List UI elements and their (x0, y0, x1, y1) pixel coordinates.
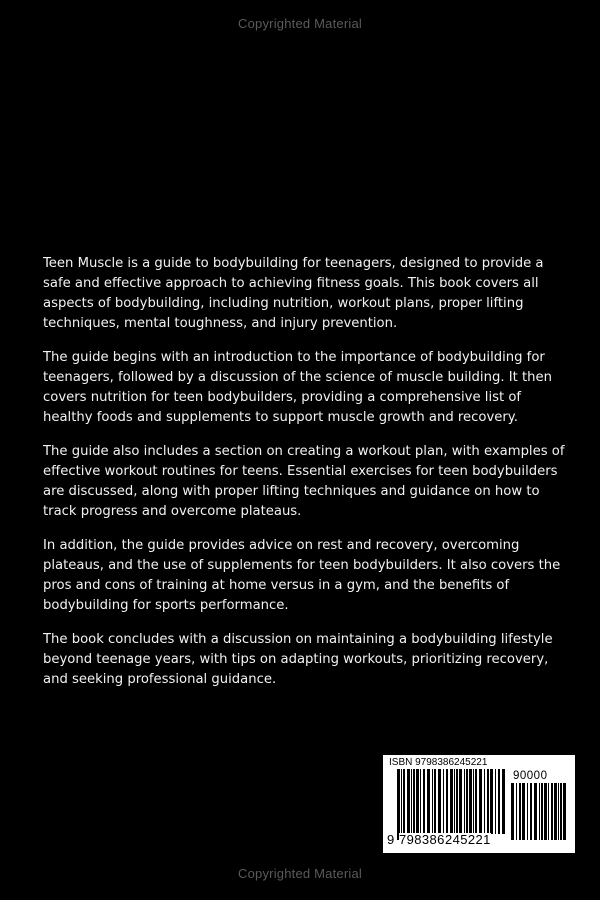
barcode-bar (530, 783, 532, 840)
barcode-bar (413, 769, 415, 834)
barcode-bar (446, 769, 448, 834)
barcode-bar (563, 783, 566, 840)
barcode-bar (469, 769, 472, 834)
barcode-bar (522, 783, 525, 840)
barcode-bar (456, 769, 458, 834)
price-code: 90000 (513, 770, 548, 782)
barcode-bar (548, 783, 549, 840)
barcode-bar (544, 783, 547, 840)
barcode-bar (554, 783, 557, 840)
barcode-bar (401, 769, 402, 840)
barcode-bar (450, 769, 453, 834)
ean-bars (397, 769, 505, 840)
isbn-barcode (383, 755, 575, 853)
barcode-bar (397, 769, 400, 840)
barcode-bar (423, 769, 425, 834)
barcode-bar (498, 769, 500, 834)
barcode-bar (516, 783, 517, 840)
blurb-paragraph-3: The guide also includes a section on creating a workout plan, with examples of effective workout routines for teens. Essential exercises for teen bodybuilders are discussed, along with proper lifting techniques and guidance on how to track progress and overcome plateaus. (43, 444, 565, 519)
blurb-paragraph-2: The guide begins with an introduction to the importance of bodybuilding for teenagers, followed by a discussion of the science of muscle building. It then covers nutrition for teen bodybuilders, providing a comprehensive list of healthy foods and supplements to support muscle growth and recovery. (43, 350, 552, 425)
barcode-bar (558, 783, 559, 840)
isbn-digits-group-1: 798386 (399, 832, 445, 847)
barcode-bar (541, 783, 543, 840)
barcode-bar (459, 769, 462, 834)
barcode-bar (416, 769, 419, 834)
blurb-paragraph-4: In addition, the guide provides advice on rest and recovery, overcoming plateaus, and the use of supplements for teen bodybuilders. It also covers the pros and cons of training at home versus in a gym, and the benefits of bodybuilding for sports performance. (43, 538, 561, 613)
barcode-bar (519, 783, 521, 840)
barcode-bar (432, 769, 433, 834)
copyright-watermark-top: Copyrighted Material (238, 16, 362, 31)
blurb-paragraph-1: Teen Muscle is a guide to bodybuilding for teenagers, designed to provide a safe and effective approach to achieving fitness goals. This book covers all aspects of bodybuilding, including nutrition, workout plans, proper lifting techniques, mental toughness, and injury prevention. (43, 256, 544, 331)
barcode-bar (443, 769, 444, 834)
barcode-bar (464, 769, 465, 834)
barcode-bar (427, 769, 430, 834)
isbn-digits-group-2: 245221 (445, 832, 491, 847)
barcode-bar (527, 783, 528, 840)
barcode-bar (403, 769, 405, 834)
copyright-watermark-bottom: Copyrighted Material (238, 866, 362, 881)
barcode-bar (407, 769, 410, 834)
barcode-bar (495, 769, 496, 834)
barcode-bar (479, 769, 482, 834)
isbn-label: ISBN 9798386245221 (389, 757, 488, 768)
back-cover-blurb (43, 254, 567, 704)
barcode-bar (487, 769, 489, 834)
barcode-bar (534, 783, 537, 840)
barcode-bar (484, 769, 485, 834)
barcode-bar (502, 769, 505, 834)
barcode-bar (490, 769, 493, 834)
barcode-bar (511, 783, 514, 840)
barcode-bar (551, 783, 553, 840)
barcode-bar (411, 769, 412, 834)
barcode-bar (454, 769, 455, 834)
isbn-digit-lead: 9 (387, 832, 395, 847)
barcode-bar (539, 783, 540, 840)
barcode-bar (420, 769, 421, 834)
addon-bars (511, 783, 566, 840)
barcode-bar (473, 769, 474, 834)
barcode-bar (560, 783, 562, 840)
barcode-bar (466, 769, 468, 834)
barcode-bar (434, 769, 436, 834)
barcode-bar (438, 769, 441, 834)
barcode-bar (475, 769, 477, 834)
blurb-paragraph-5: The book concludes with a discussion on maintaining a bodybuilding lifestyle beyond teenage years, with tips on adapting workouts, prioritizing recovery, and seeking professional guidance. (43, 632, 553, 687)
